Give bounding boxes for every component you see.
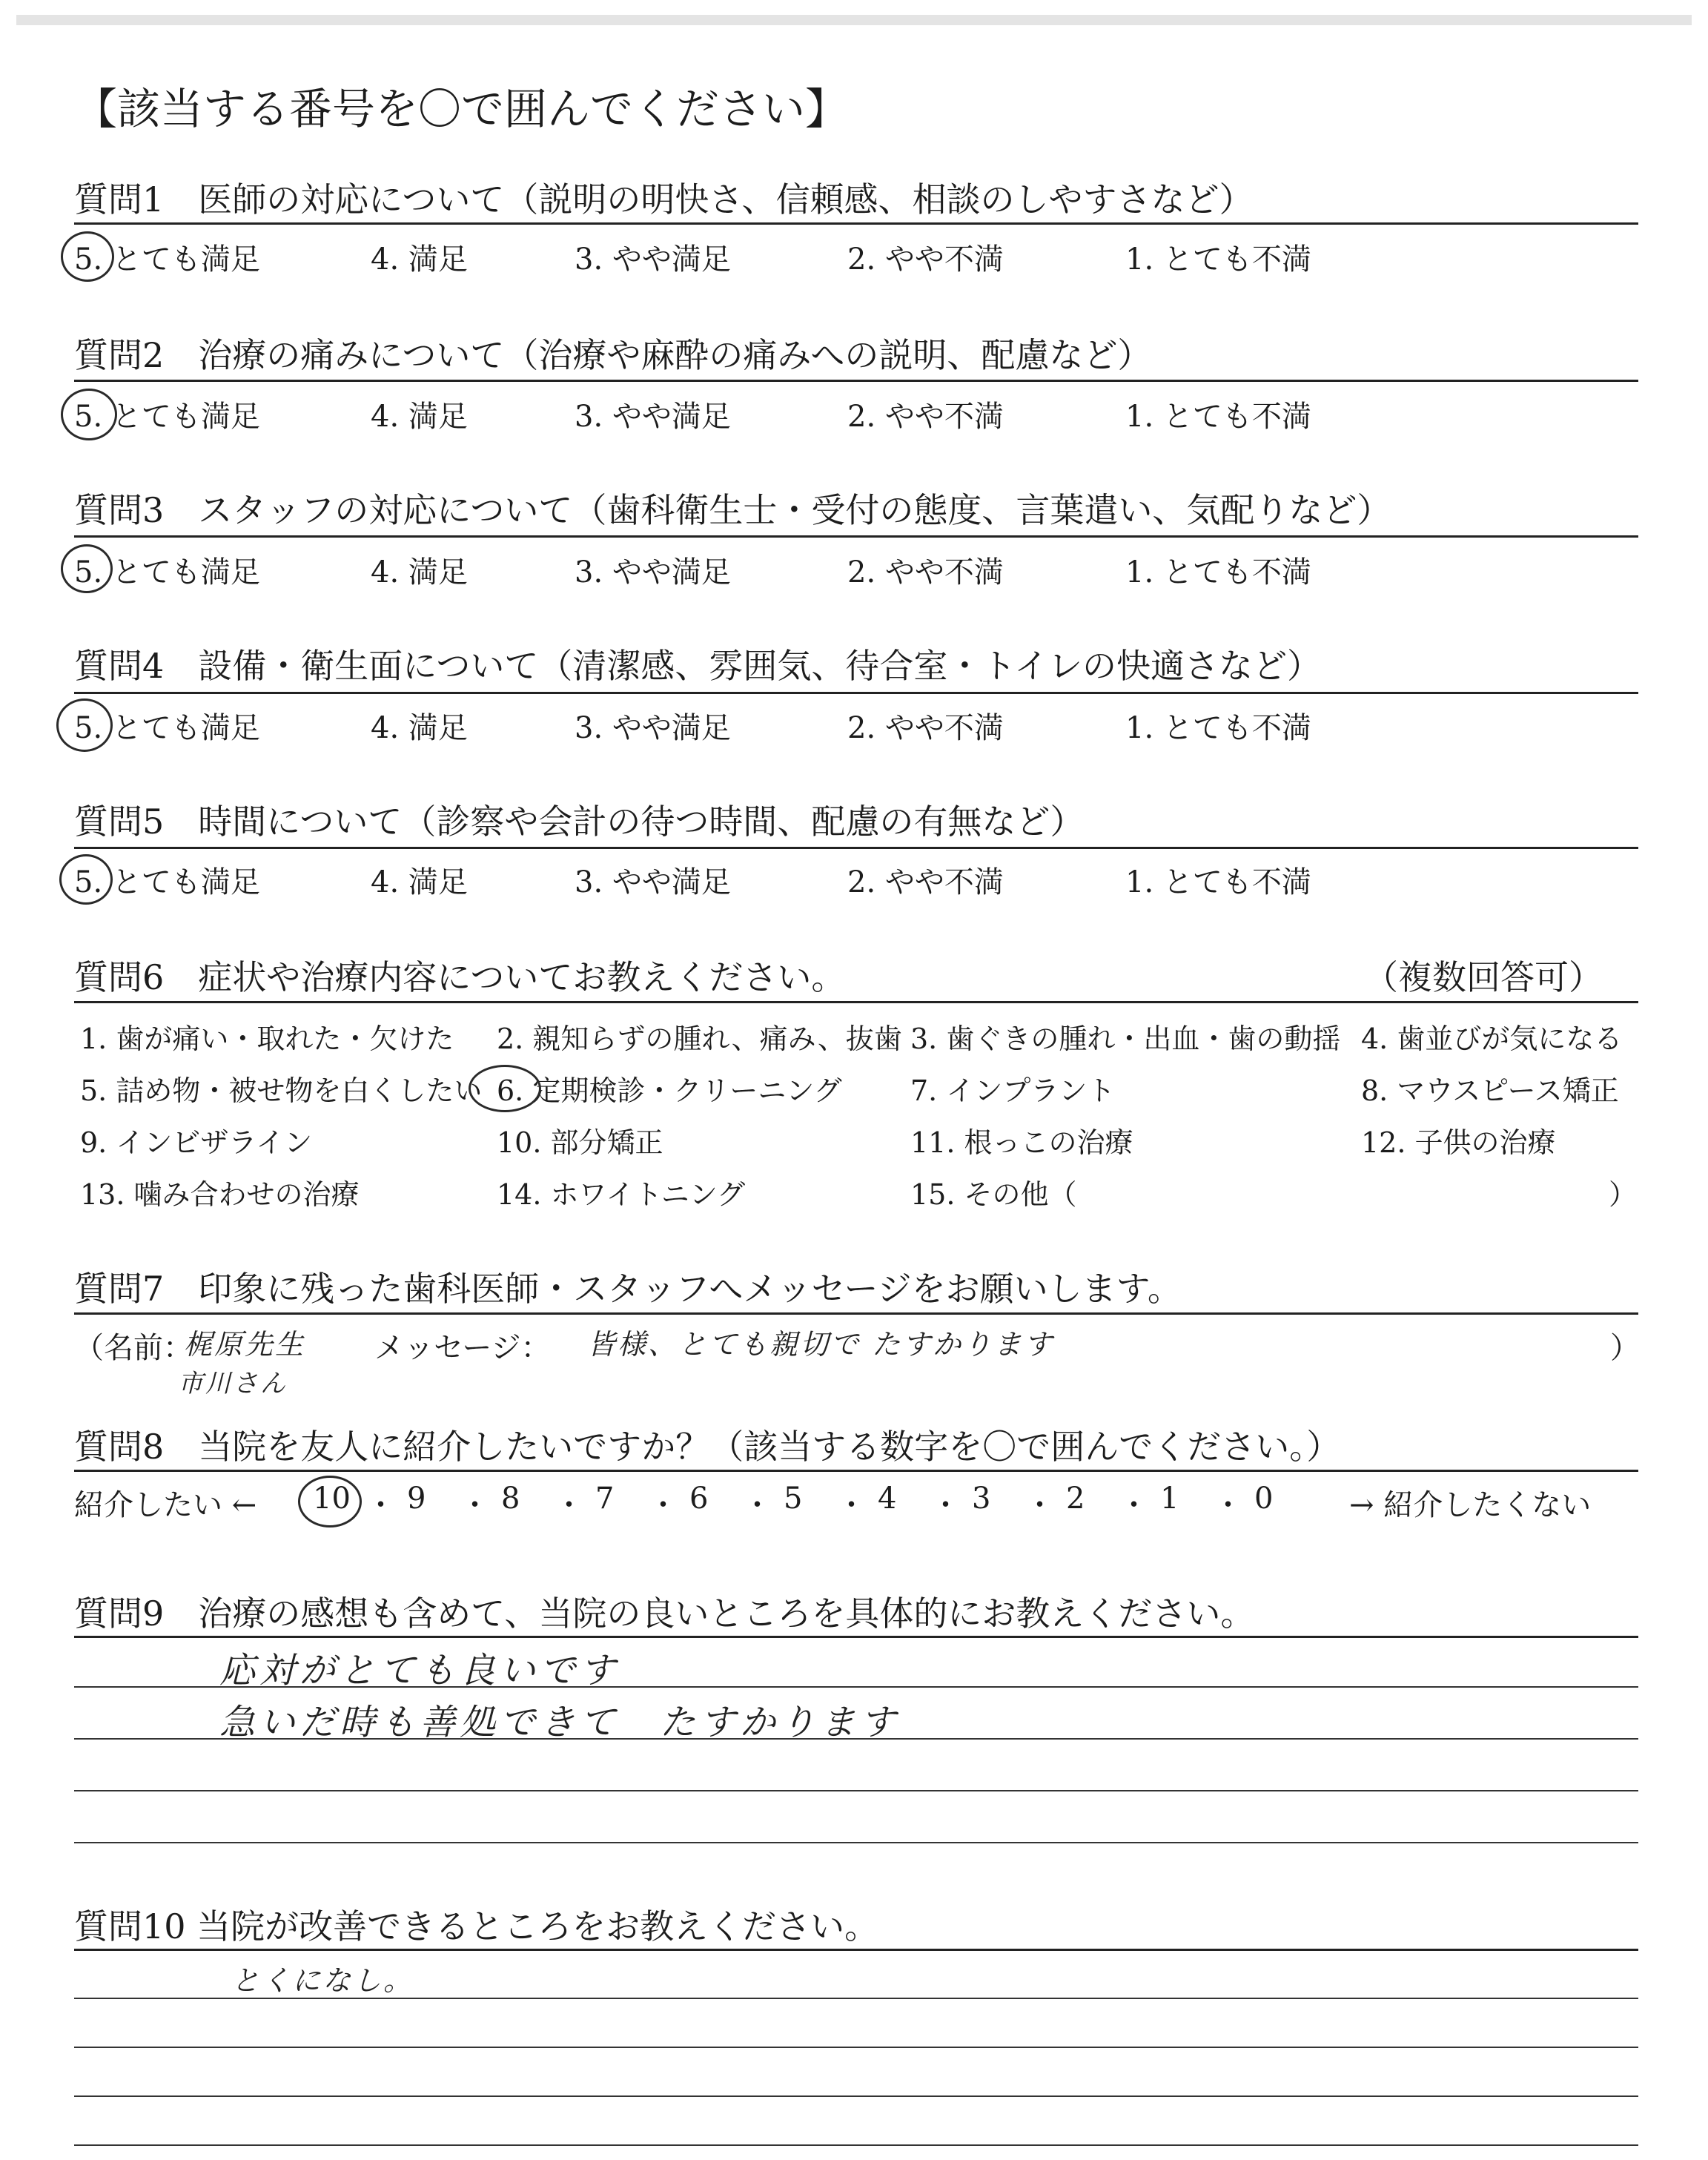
q10-rule xyxy=(74,1949,1638,1951)
q9-rule xyxy=(74,1636,1638,1638)
q4-title: 質問4 設備・衛生面について（清潔感、雰囲気、待合室・トイレの快適さなど） xyxy=(74,646,1322,686)
q3-opt-2[interactable]: 2. やや不満 xyxy=(847,555,1004,589)
q10-writing-line-2 xyxy=(74,2047,1638,2048)
q8-score-2[interactable]: 2 xyxy=(1066,1482,1085,1516)
q2-opt-3[interactable]: 3. やや満足 xyxy=(575,400,731,434)
q8-left-label: 紹介したい ← xyxy=(74,1488,257,1522)
q6-item-8[interactable]: 8. マウスピース矯正 xyxy=(1361,1074,1619,1107)
q6-multi-note: （複数回答可） xyxy=(1364,957,1603,997)
q1-opt-4[interactable]: 4. 満足 xyxy=(371,242,468,277)
q1-selection-circle xyxy=(61,231,114,282)
q7-name-value-1[interactable]: 梶原先生 xyxy=(184,1328,306,1361)
q8-rule xyxy=(74,1470,1638,1472)
q8-separator-dot: ・ xyxy=(460,1488,490,1522)
q8-separator-dot: ・ xyxy=(742,1488,772,1522)
q5-title: 質問5 時間について（診察や会計の待つ時間、配慮の有無など） xyxy=(74,802,1085,842)
q6-item-2[interactable]: 2. 親知らずの腫れ、痛み、抜歯 xyxy=(497,1023,902,1055)
q5-rule xyxy=(74,847,1638,849)
q9-answer-line-2[interactable]: 急いだ時も善処できて たすかります xyxy=(219,1702,901,1743)
q8-separator-dot: ・ xyxy=(836,1488,867,1522)
q9-writing-line-3 xyxy=(74,1790,1638,1791)
q8-separator-dot: ・ xyxy=(365,1488,396,1522)
q10-title: 質問10 当院が改善できるところをお教えください。 xyxy=(74,1906,879,1946)
q3-title: 質問3 スタッフの対応について（歯科衛生士・受付の態度、言葉遣い、気配りなど） xyxy=(74,490,1391,530)
q8-score-3[interactable]: 3 xyxy=(972,1482,991,1516)
q8-separator-dot: ・ xyxy=(930,1488,961,1522)
q7-close: ） xyxy=(1610,1331,1640,1365)
q5-opt-4[interactable]: 4. 満足 xyxy=(371,865,468,899)
q2-opt-1[interactable]: 1. とても不満 xyxy=(1125,400,1311,434)
q3-opt-3[interactable]: 3. やや満足 xyxy=(575,555,731,589)
q8-separator-dot: ・ xyxy=(648,1488,678,1522)
q7-name-value-2[interactable]: 市川さん xyxy=(178,1369,288,1398)
q5-opt-3[interactable]: 3. やや満足 xyxy=(575,865,731,899)
q7-name-label: （名前： xyxy=(74,1331,193,1365)
q9-title: 質問9 治療の感想も含めて、当院の良いところを具体的にお教えください。 xyxy=(74,1593,1255,1634)
q1-opt-3[interactable]: 3. やや満足 xyxy=(575,242,731,277)
q7-title: 質問7 印象に残った歯科医師・スタッフへメッセージをお願いします。 xyxy=(74,1269,1182,1309)
q6-item-7[interactable]: 7. インプラント xyxy=(910,1074,1116,1107)
q6-item-6[interactable]: 6. 定期検診・クリーニング xyxy=(497,1074,842,1107)
q6-item-15-close: ） xyxy=(1609,1178,1638,1211)
q6-item-10[interactable]: 10. 部分矯正 xyxy=(497,1126,663,1159)
q3-opt-4[interactable]: 4. 満足 xyxy=(371,555,468,589)
q6-item-14[interactable]: 14. ホワイトニング xyxy=(497,1178,746,1211)
q4-selection-circle xyxy=(56,698,113,752)
q6-item-12[interactable]: 12. 子供の治療 xyxy=(1361,1126,1556,1159)
q8-selection-circle xyxy=(298,1476,362,1527)
q6-rule xyxy=(74,1001,1638,1003)
form-heading: 【該当する番号を〇で囲んでください】 xyxy=(74,84,849,134)
q8-score-9[interactable]: 9 xyxy=(407,1482,426,1516)
q1-rule xyxy=(74,222,1638,225)
q4-opt-2[interactable]: 2. やや不満 xyxy=(847,711,1004,745)
q4-opt-5[interactable]: 5. とても満足 xyxy=(74,711,260,745)
q6-selection-circle xyxy=(469,1065,541,1112)
q6-item-9[interactable]: 9. インビザライン xyxy=(80,1126,313,1159)
q6-item-1[interactable]: 1. 歯が痛い・取れた・欠けた xyxy=(80,1023,454,1055)
q1-opt-1[interactable]: 1. とても不満 xyxy=(1125,242,1311,277)
q9-answer-line-1[interactable]: 応対がとても良いです xyxy=(219,1650,620,1691)
q3-opt-1[interactable]: 1. とても不満 xyxy=(1125,555,1311,589)
q10-writing-line-3 xyxy=(74,2095,1638,2097)
q6-item-4[interactable]: 4. 歯並びが気になる xyxy=(1361,1023,1623,1055)
q3-rule xyxy=(74,535,1638,538)
q8-separator-dot: ・ xyxy=(554,1488,584,1522)
scan-top-edge xyxy=(16,15,1692,25)
q8-score-5[interactable]: 5 xyxy=(784,1482,803,1516)
q8-score-10[interactable]: 10 xyxy=(313,1482,351,1516)
q10-writing-line-4 xyxy=(74,2144,1638,2146)
q6-item-3[interactable]: 3. 歯ぐきの腫れ・出血・歯の動揺 xyxy=(910,1023,1341,1055)
q3-selection-circle xyxy=(61,544,113,593)
q5-opt-1[interactable]: 1. とても不満 xyxy=(1125,865,1311,899)
q2-opt-2[interactable]: 2. やや不満 xyxy=(847,400,1004,434)
q5-opt-2[interactable]: 2. やや不満 xyxy=(847,865,1004,899)
q7-rule xyxy=(74,1312,1638,1315)
q6-title: 質問6 症状や治療内容についてお教えください。 xyxy=(74,957,846,997)
q7-message-label: メッセージ： xyxy=(374,1331,551,1365)
q8-title: 質問8 当院を友人に紹介したいですか？（該当する数字を〇で囲んでください。） xyxy=(74,1427,1341,1467)
q9-writing-line-4 xyxy=(74,1842,1638,1843)
q2-title: 質問2 治療の痛みについて（治療や麻酔の痛みへの説明、配慮など） xyxy=(74,335,1152,375)
q4-opt-3[interactable]: 3. やや満足 xyxy=(575,711,731,745)
q6-item-15[interactable]: 15. その他（ xyxy=(910,1178,1077,1211)
q10-answer-line-1[interactable]: とくになし。 xyxy=(231,1964,414,1997)
q6-item-11[interactable]: 11. 根っこの治療 xyxy=(910,1126,1133,1159)
q1-title: 質問1 医師の対応について（説明の明快さ、信頼感、相談のしやすさなど） xyxy=(74,179,1254,219)
q8-score-6[interactable]: 6 xyxy=(689,1482,709,1516)
q1-opt-5[interactable]: 5. とても満足 xyxy=(74,242,260,277)
q2-rule xyxy=(74,380,1638,382)
q2-selection-circle xyxy=(61,389,117,440)
q8-right-label: → 紹介したくない xyxy=(1349,1488,1592,1522)
q3-opt-5[interactable]: 5. とても満足 xyxy=(74,555,260,589)
q7-message-value[interactable]: 皆様、とても親切で たすかります xyxy=(587,1328,1055,1361)
q8-score-0[interactable]: 0 xyxy=(1254,1482,1274,1516)
q4-opt-4[interactable]: 4. 満足 xyxy=(371,711,468,745)
q6-item-5[interactable]: 5. 詰め物・被せ物を白くしたい xyxy=(80,1074,483,1107)
q8-separator-dot: ・ xyxy=(1025,1488,1055,1522)
q8-score-4[interactable]: 4 xyxy=(878,1482,897,1516)
q2-opt-5[interactable]: 5. とても満足 xyxy=(74,400,260,434)
q8-separator-dot: ・ xyxy=(1119,1488,1149,1522)
q5-selection-circle xyxy=(59,854,113,905)
q5-opt-5[interactable]: 5. とても満足 xyxy=(74,865,260,899)
q1-opt-2[interactable]: 2. やや不満 xyxy=(847,242,1004,277)
q8-score-7[interactable]: 7 xyxy=(595,1482,615,1516)
q4-rule xyxy=(74,692,1638,694)
q4-opt-1[interactable]: 1. とても不満 xyxy=(1125,711,1311,745)
q8-score-8[interactable]: 8 xyxy=(501,1482,520,1516)
q8-score-1[interactable]: 1 xyxy=(1160,1482,1179,1516)
q6-item-13[interactable]: 13. 噛み合わせの治療 xyxy=(80,1178,360,1211)
q2-opt-4[interactable]: 4. 満足 xyxy=(371,400,468,434)
q8-separator-dot: ・ xyxy=(1213,1488,1243,1522)
